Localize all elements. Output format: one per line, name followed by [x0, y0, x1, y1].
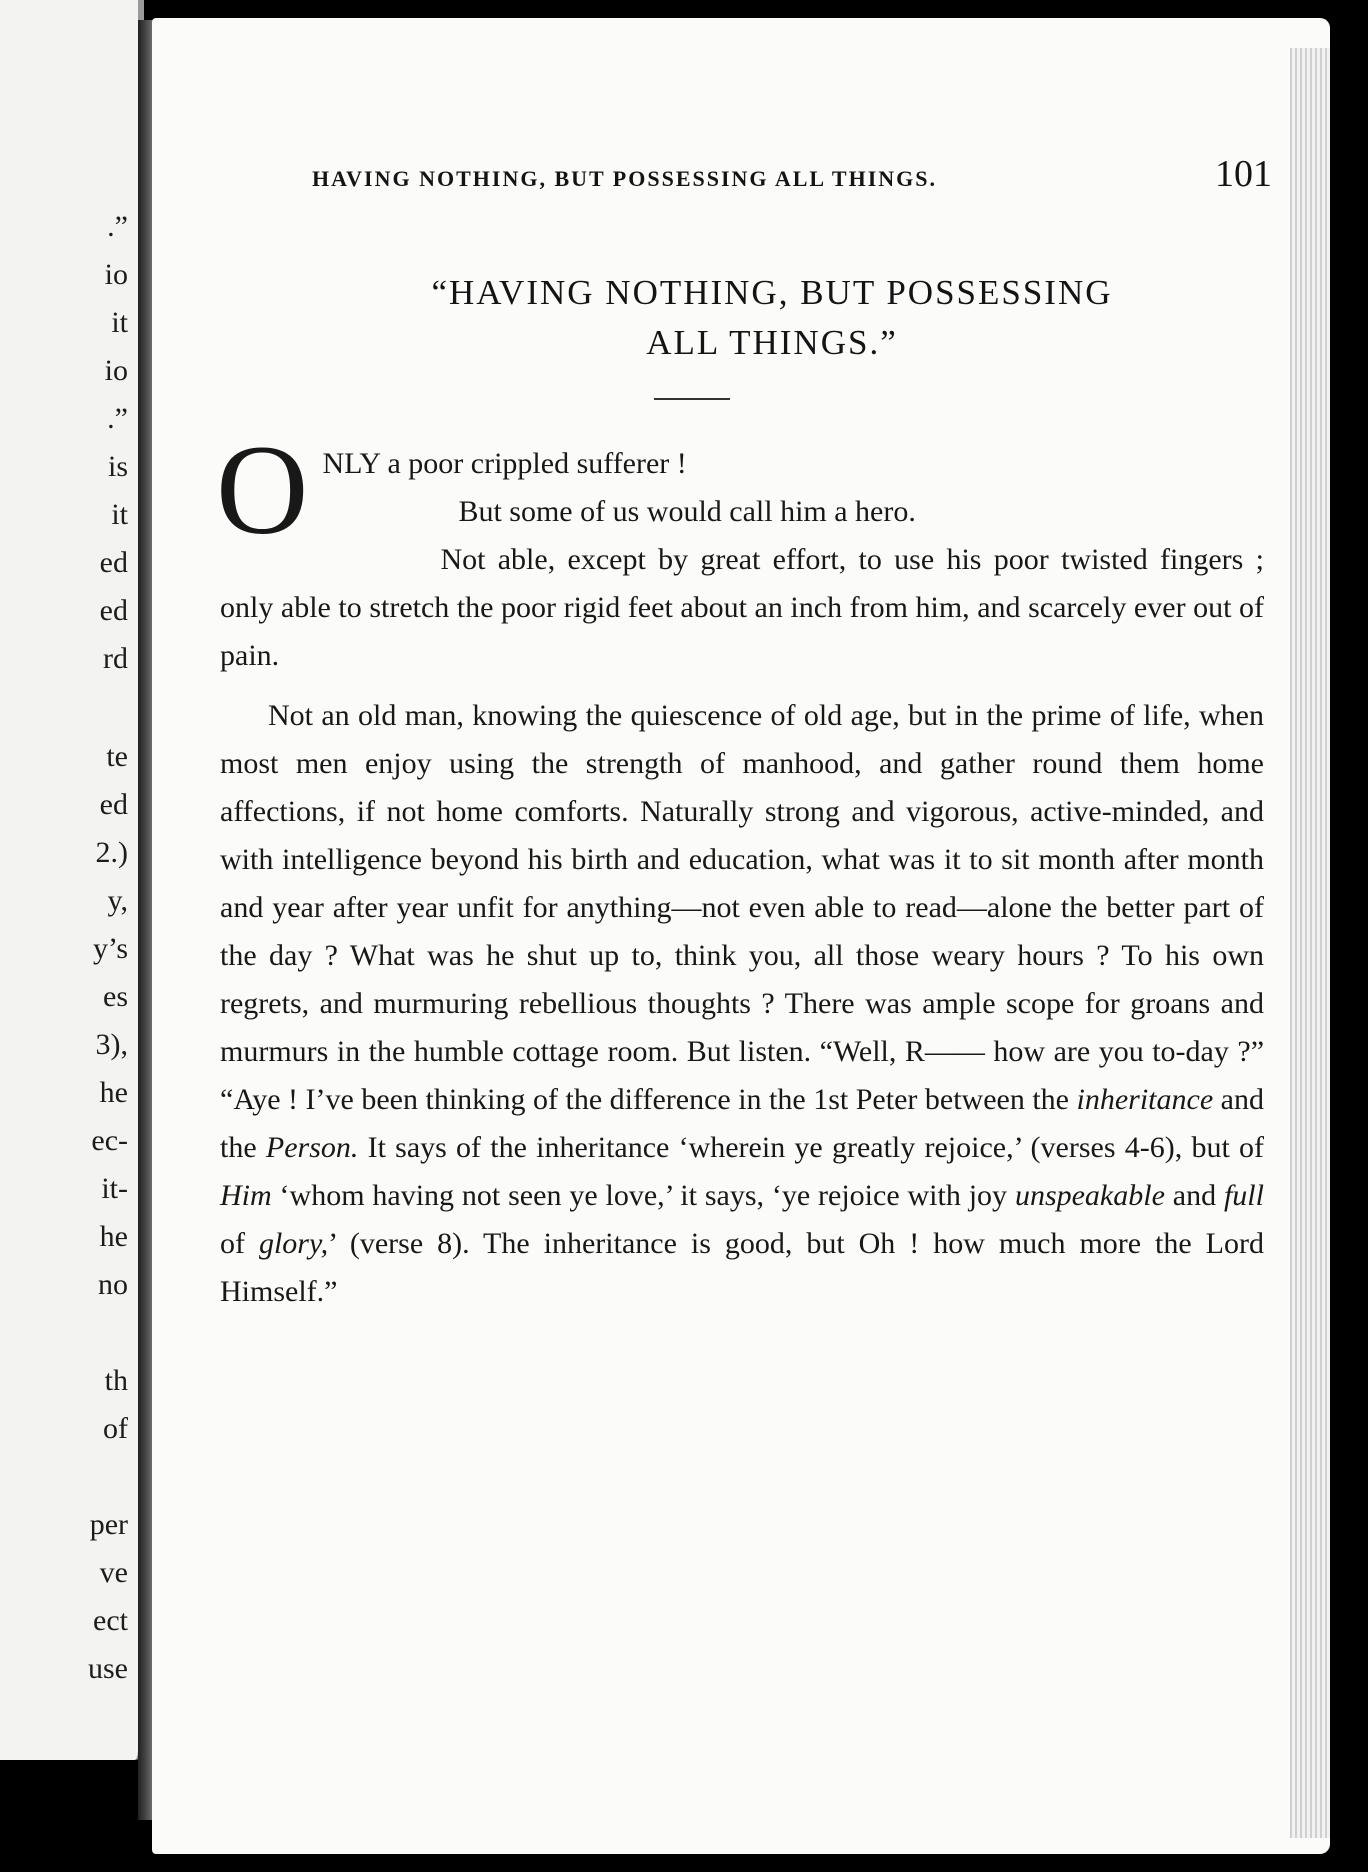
left-page-fragment: per — [89, 1508, 128, 1541]
left-page-fragment: ed — [99, 788, 128, 821]
quote-part-5: and — [1164, 1179, 1224, 1212]
left-page-fragment: .” — [107, 210, 128, 243]
left-page-fragment: io — [104, 354, 128, 387]
quote-part-7: ’ (verse 8). The inheritance is good, but Oh ! how much more the Lord Himself.” — [220, 1227, 1264, 1308]
chapter-title-line-2: ALL THINGS.” — [646, 323, 898, 362]
left-page-fragment: is — [107, 450, 128, 483]
chapter-title — [292, 268, 1252, 368]
left-page-fragment: .” — [107, 402, 128, 435]
left-page-fragment: y, — [107, 884, 128, 917]
right-page — [152, 18, 1330, 1854]
paragraph-2-text: Not an old man, knowing the quiescence of old age, but in the prime of life, when most men enjoy using the strength of manhood, and gather round them home affections, if not home comforts. Naturally strong and vigorous, active-minded, and with intelligence beyond his birth and education, what was it to sit month after month and year after year unfit for anything—not even able to read—alone the better part of the day ? What was he shut up to, think you, all those weary hours ? To his own regrets, and murmuring rebellious thoughts ? There was ample scope for groans and murmurs in the humble cottage room. But listen. — [220, 699, 1264, 1068]
left-page-fragment: es — [103, 980, 128, 1013]
em-person: Person. — [265, 1131, 359, 1164]
left-page-fragment: ect — [93, 1604, 128, 1637]
left-page-fragment: ed — [99, 546, 128, 579]
left-page-fragment: 2.) — [95, 836, 128, 869]
quote-part-6: of — [220, 1227, 259, 1260]
paragraph-1-opening: NLY a poor crippled sufferer ! — [322, 447, 687, 480]
em-glory: glory, — [258, 1227, 329, 1260]
paragraph-1 — [216, 419, 1264, 680]
em-inheritance: inheritance — [1076, 1083, 1214, 1116]
page-edge — [1290, 48, 1330, 1838]
left-page-fragment: 3), — [95, 1028, 128, 1061]
running-head-title: HAVING NOTHING, BUT POSSESSING ALL THINGS. — [312, 166, 938, 191]
body-text — [216, 419, 1265, 1328]
paragraph-2 — [220, 692, 1264, 1316]
left-page-fragment: te — [106, 740, 128, 773]
quote-part-2: and the — [220, 1083, 1264, 1164]
left-page-fragment: ed — [99, 594, 128, 627]
left-facing-page — [0, 0, 144, 1760]
left-page-fragment: ec- — [91, 1124, 128, 1157]
left-page-fragment: he — [99, 1076, 128, 1109]
left-page-fragment: io — [104, 258, 128, 291]
title-rule — [654, 398, 730, 400]
left-page-fragment: it — [111, 498, 128, 531]
quote-part-1: “Well, R—— how are you to-day ?” “Aye ! I’ve been thinking of the difference in the 1st Peter between the — [220, 1035, 1265, 1116]
chapter-title-line-1: “HAVING NOTHING, BUT POSSESSING — [431, 273, 1113, 312]
paragraph-1-line-2: But some of us would call him a hero. — [458, 495, 916, 528]
drop-cap: O — [216, 419, 309, 561]
left-page-fragment: no — [98, 1268, 128, 1301]
em-unspeakable: unspeakable — [1014, 1179, 1165, 1212]
left-page-fragment: rd — [103, 642, 128, 675]
em-full: full — [1223, 1179, 1264, 1212]
left-page-fragment: use — [88, 1652, 128, 1685]
paragraph-1-rest: Not able, except by great effort, to use his poor twisted fingers ; only able to stretch the poor rigid feet about an inch from him, and scarcely ever out of pain. — [220, 543, 1264, 672]
left-page-fragment: th — [104, 1364, 128, 1397]
em-him: Him — [220, 1179, 272, 1212]
left-page-fragment: it — [111, 306, 128, 339]
quote-part-3: It says of the inheritance ‘wherein ye greatly rejoice,’ (verses 4-6), but of — [358, 1131, 1264, 1164]
left-page-fragment: ve — [99, 1556, 128, 1589]
quote-part-4: ‘whom having not seen ye love,’ it says, ‘ye rejoice with joy — [271, 1179, 1015, 1212]
running-head — [312, 153, 1272, 195]
left-page-fragment: he — [99, 1220, 128, 1253]
left-page-fragment: of — [103, 1412, 128, 1445]
page-number: 101 — [1215, 153, 1272, 195]
left-page-fragment: y’s — [92, 932, 128, 965]
left-page-fragment: it- — [101, 1172, 128, 1205]
